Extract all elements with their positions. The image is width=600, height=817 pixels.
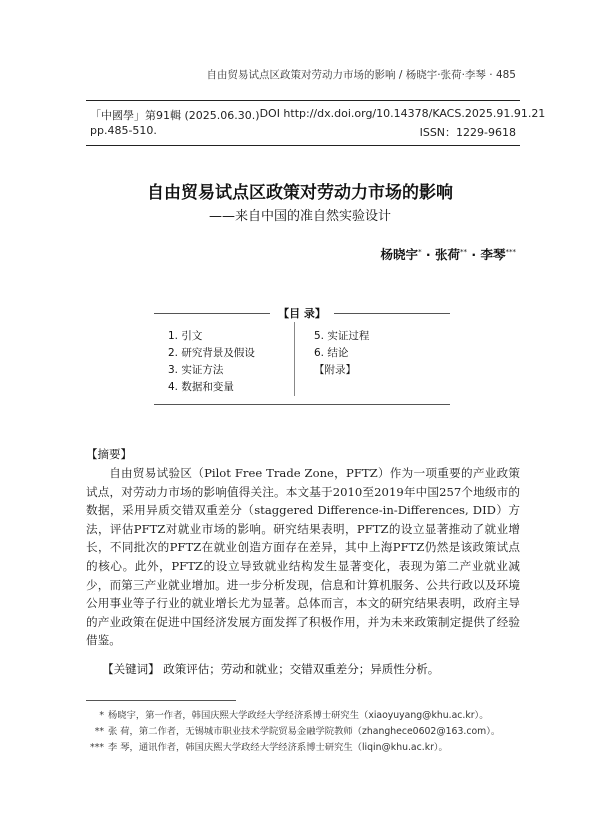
footnote-mark: ** bbox=[94, 726, 104, 737]
doi-link[interactable]: DOI http://dx.doi.org/10.14378/KACS.2025.91.91.21 bbox=[259, 107, 546, 120]
keywords-line bbox=[86, 661, 520, 677]
author-separator: · bbox=[467, 247, 481, 262]
toc-item: 5. 实证过程 bbox=[314, 330, 370, 342]
keywords-label: 【关键词】 bbox=[102, 662, 160, 676]
article-meta-box bbox=[86, 100, 546, 146]
footnotes bbox=[86, 708, 520, 756]
author-name: 杨晓宇 bbox=[380, 247, 419, 262]
running-head: 自由贸易试点区政策对劳动力市场的影响 / 杨晓宇·张荷·李琴 · 485 bbox=[206, 69, 516, 81]
footnote-mark: *** bbox=[90, 742, 104, 753]
page-range: pp.485-510. bbox=[90, 124, 157, 137]
footnote bbox=[86, 740, 520, 756]
author-name: 张荷 bbox=[435, 247, 461, 262]
abstract-text: 自由贸易试验区（Pilot Free Trade Zone，PFTZ）作为一项重要的产业政策试点，对劳动力市场的影响值得关注。本文基于2010至2019年中国257个地级市的数据，采用异质交错双重差分（staggered Difference-in-Differences, DID）方法，评估PFTZ对就业市场的影响。研究结果表明，PFTZ的设立显著推动了就业增长，不同批次的PFTZ在就业创造方面存在差异，其中上海PFTZ仍然是该政策试点的核心。此外，PFTZ的设立导致就业结构发生显著变化，表现为第二产业就业减少，而第三产业就业增加。进一步分析发现，信息和计算机服务、公共行政以及环境公用事业等子行业的就业增长尤为显著。总体而言，本文的研究结果表明，政府主导的产业政策在促进中国经济发展方面发挥了积极作用，并为未来政策制定提供了经验借鉴。 bbox=[86, 466, 520, 648]
footnote-text: 杨晓宇，第一作者，韩国庆熙大学政经大学经济系博士研究生（xiaoyuyang@khu.ac.kr）。 bbox=[108, 710, 489, 721]
author-name: 李琴 bbox=[480, 247, 506, 262]
footnote-text: 李 琴，通讯作者，韩国庆熙大学政经大学经济系博士研究生（liqin@khu.ac.kr）。 bbox=[108, 742, 448, 753]
toc-item: 3. 实证方法 bbox=[168, 364, 224, 376]
footnote-rule bbox=[86, 700, 236, 701]
issn: ISSN：1229-9618 bbox=[419, 126, 516, 139]
author-mark: * bbox=[418, 247, 422, 256]
keywords-text: 政策评估；劳动和就业；交错双重差分；异质性分析。 bbox=[163, 662, 440, 676]
toc-item: 1. 引文 bbox=[168, 330, 203, 342]
toc-item: 【附录】 bbox=[314, 364, 356, 376]
paper-subtitle: ——来自中国的准自然实验设计 bbox=[208, 209, 391, 224]
footnote-mark: * bbox=[99, 710, 104, 721]
toc-title: 【目 录】 bbox=[270, 307, 334, 320]
paper-title: 自由贸易试点区政策对劳动力市场的影响 bbox=[147, 183, 453, 203]
author-separator: · bbox=[421, 247, 436, 262]
table-of-contents bbox=[154, 307, 450, 405]
toc-item: 4. 数据和变量 bbox=[168, 381, 234, 393]
author-mark: *** bbox=[505, 247, 516, 256]
footnote bbox=[86, 724, 520, 740]
footnote bbox=[86, 708, 520, 724]
toc-divider bbox=[294, 322, 295, 396]
toc-item: 6. 结论 bbox=[314, 347, 349, 359]
author-mark: ** bbox=[460, 247, 468, 256]
toc-item: 2. 研究背景及假设 bbox=[168, 347, 255, 359]
abstract-label: 【摘要】 bbox=[86, 447, 132, 461]
toc-right-column bbox=[314, 328, 369, 379]
toc-left-column bbox=[168, 328, 255, 396]
footnote-text: 张 荷，第二作者，无锡城市职业技术学院贸易金融学院教师（zhanghece0602@163.com）。 bbox=[108, 726, 501, 737]
journal-info: 「中國學」第91輯 (2025.06.30.) bbox=[90, 109, 260, 122]
author-list bbox=[381, 245, 516, 263]
